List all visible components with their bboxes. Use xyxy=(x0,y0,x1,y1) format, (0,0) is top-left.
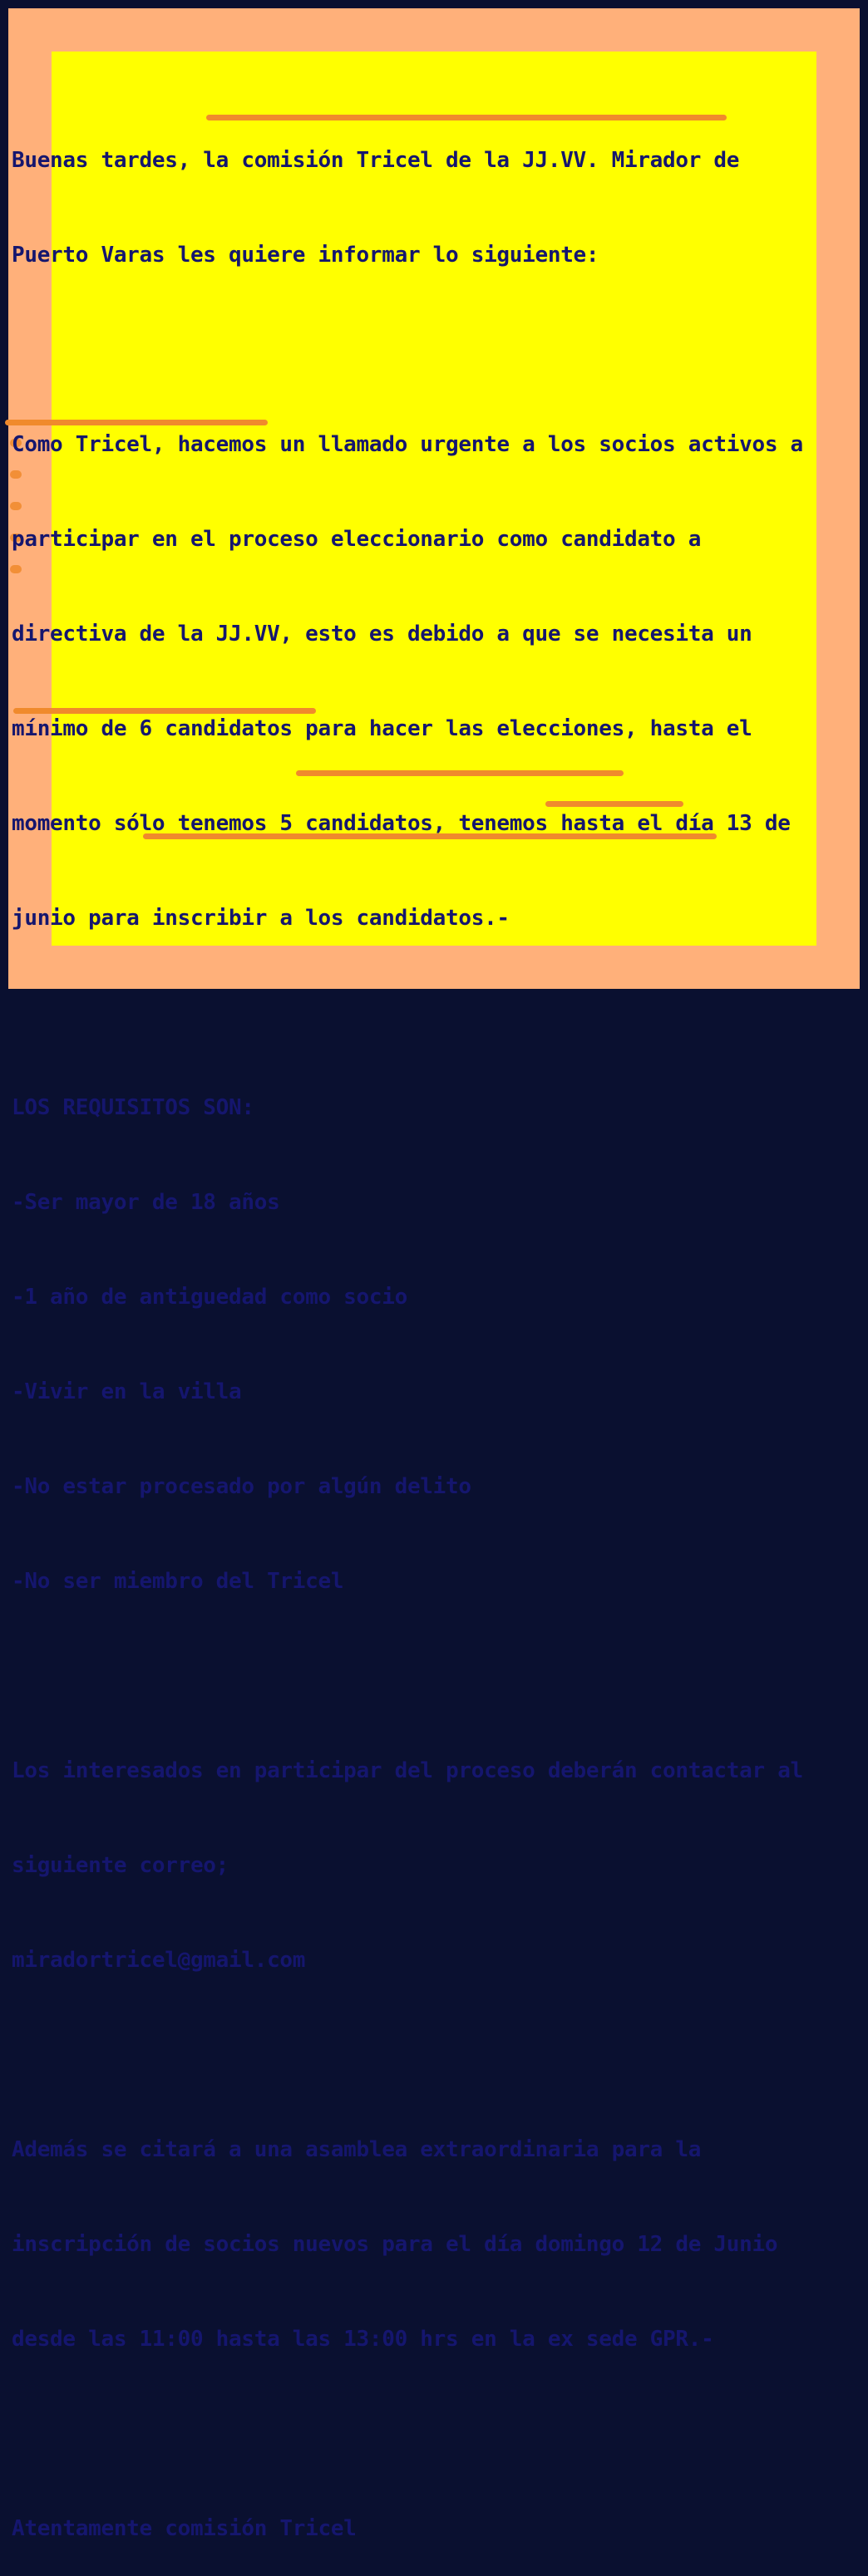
requirement-item: -Ser mayor de 18 años xyxy=(12,1190,280,1215)
paragraph-line: mínimo de 6 candidatos para hacer las elecciones, hasta el xyxy=(12,716,752,741)
requirement-item: -Vivir en la villa xyxy=(12,1379,242,1404)
requirements-heading: LOS REQUISITOS SON: xyxy=(12,1095,254,1120)
paragraph-line: participar en el proceso eleccionario como candidato a xyxy=(12,527,702,552)
paragraph-line: momento sólo tenemos 5 candidatos, tenemos hasta el día 13 de xyxy=(12,811,791,836)
greeting-line-1: Buenas tardes, la comisión Tricel de la JJ.VV. Mirador de xyxy=(12,148,740,173)
paragraph-line: junio para inscribir a los candidatos.- xyxy=(12,906,510,931)
assembly-line: desde las 11:00 hasta las 13:00 hrs en la ex sede GPR.- xyxy=(12,2327,714,2352)
assembly-line: inscripción de socios nuevos para el día domingo 12 de Junio xyxy=(12,2232,778,2257)
notice-text xyxy=(12,81,843,2576)
paragraph-line: Como Tricel, hacemos un llamado urgente a los socios activos a xyxy=(12,432,803,457)
paragraph-line: directiva de la JJ.VV, esto es debido a que se necesita un xyxy=(12,622,752,646)
requirement-item: -No estar procesado por algún delito xyxy=(12,1474,471,1499)
contact-line: siguiente correo; xyxy=(12,1853,229,1878)
greeting-line-2: Puerto Varas les quiere informar lo siguiente: xyxy=(12,243,599,268)
contact-email[interactable]: miradortricel@gmail.com xyxy=(12,1948,306,1973)
contact-line: Los interesados en participar del proceso deberán contactar al xyxy=(12,1758,803,1783)
assembly-line: Además se citará a una asamblea extraordinaria para la xyxy=(12,2137,702,2162)
requirement-item: -1 año de antiguedad como socio xyxy=(12,1285,407,1310)
requirement-item: -No ser miembro del Tricel xyxy=(12,1569,344,1594)
signature: Atentamente comisión Tricel xyxy=(12,2516,357,2541)
